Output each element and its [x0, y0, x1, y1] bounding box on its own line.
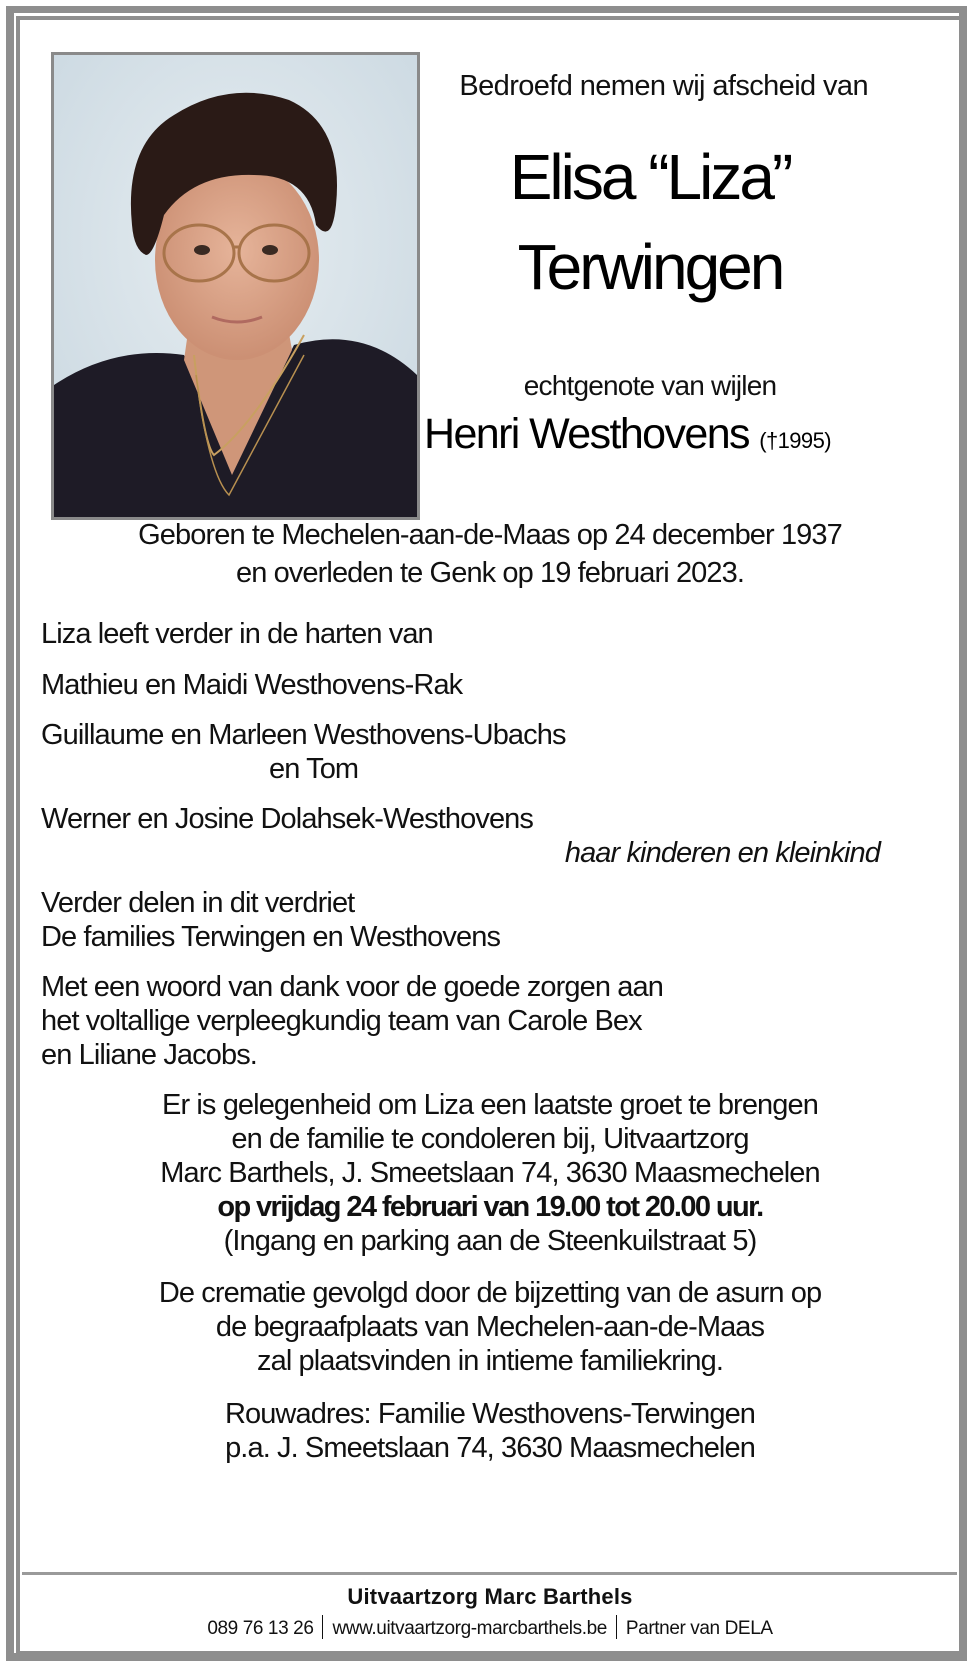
others-line: Verder delen in dit verdriet	[41, 887, 355, 919]
family-member: Guillaume en Marleen Westhovens-Ubachs	[41, 719, 566, 751]
spouse-death-year: (†1995)	[759, 428, 831, 453]
death-line: en overleden te Genk op 19 februari 2023.	[235, 557, 745, 589]
separator	[322, 1615, 323, 1639]
deceased-name-first: Elisa “Liza”	[509, 141, 791, 213]
deceased-name-last: Terwingen	[517, 231, 783, 303]
family-caption: haar kinderen en kleinkind	[564, 837, 880, 869]
visitation-line: Marc Barthels, J. Smeetslaan 74, 3630 Maasmechelen	[160, 1157, 820, 1189]
footer-divider	[22, 1572, 957, 1575]
visitation-datetime: op vrijdag 24 februari van 19.00 tot 20.00 uur.	[217, 1191, 763, 1223]
family-member: en Tom	[269, 753, 359, 785]
visitation-line: Er is gelegenheid om Liza een laatste groet te brengen	[162, 1089, 818, 1121]
others-line: De families Terwingen en Westhovens	[41, 921, 501, 953]
visitation-line: en de familie te condoleren bij, Uitvaartzorg	[231, 1123, 749, 1155]
intro-text: Bedroefd nemen wij afscheid van	[459, 70, 868, 102]
family-intro: Liza leeft verder in de harten van	[41, 618, 433, 650]
footer-partner: Partner van DELA	[625, 1618, 773, 1639]
portrait-photo	[51, 52, 420, 520]
footer-phone[interactable]: 089 76 13 26	[207, 1618, 314, 1639]
address-line: p.a. J. Smeetslaan 74, 3630 Maasmechelen	[225, 1432, 755, 1464]
birth-line: Geboren te Mechelen-aan-de-Maas op 24 december 1937	[138, 519, 842, 551]
cremation-line: De crematie gevolgd door de bijzetting van de asurn op	[158, 1277, 822, 1309]
spouse-line	[424, 410, 831, 459]
spouse-name: Henri Westhovens	[424, 410, 749, 458]
separator	[616, 1615, 617, 1639]
family-member: Mathieu en Maidi Westhovens-Rak	[41, 669, 463, 701]
family-member: Werner en Josine Dolahsek-Westhovens	[41, 803, 534, 835]
thanks-line: het voltallige verpleegkundig team van Carole Bex	[41, 1005, 642, 1037]
address-line: Rouwadres: Familie Westhovens-Terwingen	[224, 1398, 756, 1430]
visitation-parking: (Ingang en parking aan de Steenkuilstraat 5)	[223, 1225, 757, 1257]
funeral-home-name: Uitvaartzorg Marc Barthels	[347, 1584, 633, 1609]
thanks-line: en Liliane Jacobs.	[41, 1039, 257, 1071]
spouse-prefix: echtgenote van wijlen	[523, 370, 777, 401]
thanks-line: Met een woord van dank voor de goede zorgen aan	[41, 971, 663, 1003]
footer-contact	[20, 1615, 960, 1640]
cremation-line: zal plaatsvinden in intieme familiekring.	[256, 1345, 723, 1377]
footer-website-link[interactable]: www.uitvaartzorg-marcbarthels.be	[332, 1618, 607, 1639]
cremation-line: de begraafplaats van Mechelen-aan-de-Maas	[215, 1311, 765, 1343]
portrait-image-icon	[54, 55, 417, 517]
